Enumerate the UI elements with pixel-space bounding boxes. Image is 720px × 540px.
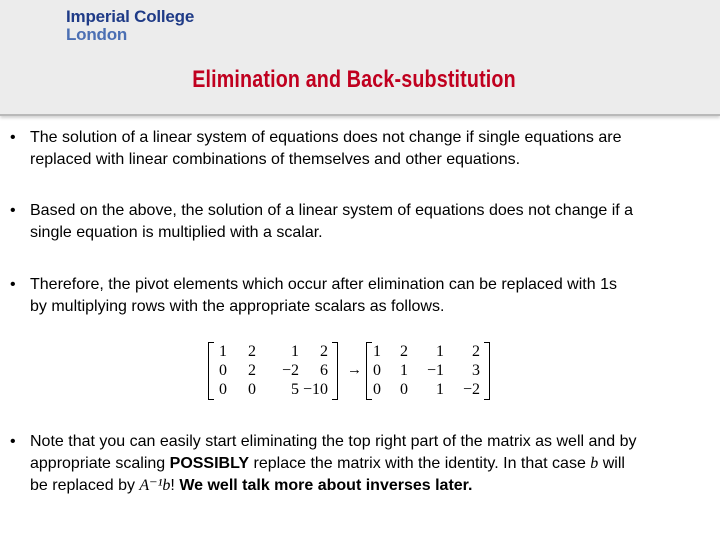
matrix-cell: 2 — [248, 343, 256, 360]
logo-line-1: Imperial College — [66, 7, 195, 26]
bullet-marker: • — [10, 433, 16, 450]
matrix-cell: 1 — [291, 343, 299, 360]
bullet-text — [30, 431, 720, 497]
text-run: be replaced by — [30, 477, 140, 494]
bullet-marker: • — [10, 276, 16, 293]
matrix-equation — [208, 341, 493, 401]
matrix-cell: 0 — [400, 381, 408, 398]
matrix-cell: 2 — [472, 343, 480, 360]
right-bracket — [332, 342, 338, 400]
logo-line-2: London — [66, 25, 128, 44]
bullet-line: single equation is multiplied with a scalar. — [30, 224, 323, 241]
bullet-line: The solution of a linear system of equations does not change if single equations are — [30, 129, 622, 146]
matrix-cell: 1 — [219, 343, 227, 360]
matrix-cell: 6 — [320, 362, 328, 379]
matrix-cell: 0 — [219, 381, 227, 398]
left-matrix — [208, 341, 338, 401]
text-run: appropriate scaling — [30, 455, 170, 472]
matrix-cell: 2 — [248, 362, 256, 379]
matrix-cell: 0 — [219, 362, 227, 379]
matrix-cell: 0 — [373, 381, 381, 398]
text-run: will — [598, 455, 625, 472]
slide-title: Elimination and Back-substitution — [192, 66, 516, 93]
math-variable-b: b — [590, 455, 599, 472]
right-bracket — [484, 342, 490, 400]
text-run: replace the matrix with the identity. In that case — [249, 455, 591, 472]
math-inverse-expression: A⁻¹b — [139, 477, 171, 494]
matrix-cell: 0 — [373, 362, 381, 379]
matrix-cell: −2 — [281, 362, 299, 379]
text-run: ! — [170, 477, 180, 494]
emphasis-inverses-note: We well talk more about inverses later. — [179, 477, 473, 494]
bullet-line: by multiplying rows with the appropriate scalars as follows. — [30, 298, 445, 315]
bullet-text — [30, 127, 720, 171]
bullet-marker: • — [10, 202, 16, 219]
bullet-marker: • — [10, 129, 16, 146]
matrix-cell: 0 — [248, 381, 256, 398]
bullet-line: Based on the above, the solution of a linear system of equations does not change if a — [30, 202, 634, 219]
matrix-cell: 1 — [436, 343, 444, 360]
bullet-text — [30, 274, 720, 318]
matrix-cell: 1 — [436, 381, 444, 398]
right-matrix — [366, 341, 490, 401]
matrix-cell: 2 — [320, 343, 328, 360]
emphasis-possibly: POSSIBLY — [169, 455, 250, 472]
matrix-cell: 2 — [400, 343, 408, 360]
bullet-line: replaced with linear combinations of themselves and other equations. — [30, 151, 521, 168]
header-bar — [0, 0, 720, 116]
imperial-college-logo — [66, 8, 194, 44]
bullet-line: Therefore, the pivot elements which occur after elimination can be replaced with 1s — [30, 276, 617, 293]
bullet-line — [30, 475, 720, 497]
matrix-cell: −2 — [462, 381, 480, 398]
matrix-cell: 1 — [400, 362, 408, 379]
bullet-line: Note that you can easily start eliminating the top right part of the matrix as well and by — [30, 433, 637, 450]
bullet-line — [30, 453, 720, 475]
bullet-text — [30, 200, 720, 244]
arrow-symbol: → — [347, 362, 362, 378]
matrix-cell: −10 — [302, 381, 328, 398]
matrix-cell: 1 — [373, 343, 381, 360]
matrix-cell: 3 — [472, 362, 480, 379]
matrix-cell: −1 — [426, 362, 444, 379]
matrix-cell: 5 — [291, 381, 299, 398]
